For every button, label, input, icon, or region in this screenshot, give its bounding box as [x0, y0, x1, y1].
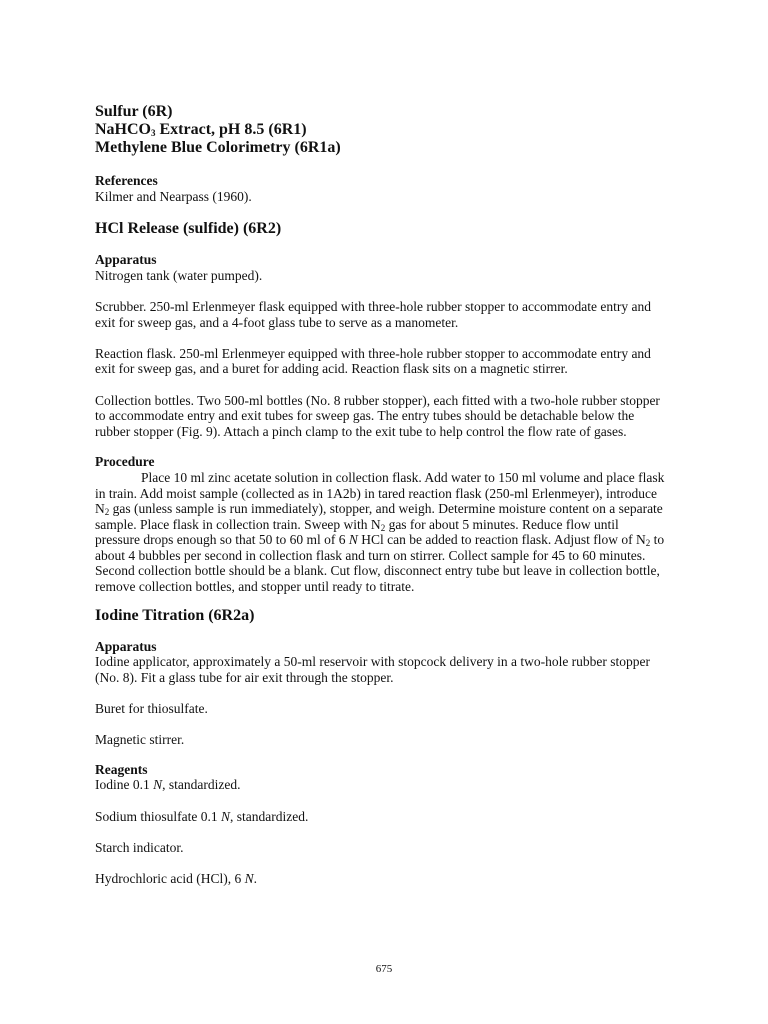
- procedure-heading: Procedure: [95, 454, 155, 470]
- apparatus-heading-iodine: Apparatus: [95, 638, 157, 654]
- hcl-release-heading: HCl Release (sulfide) (6R2): [95, 220, 282, 238]
- iodine-applicator-text: Iodine applicator, approximately a 50-ml reservoir with stopcock delivery in a two-hole rubber stopper (No. 8). Fit a glass tube for air exit through the stopper.: [95, 654, 651, 685]
- title-methylene-blue: Methylene Blue Colorimetry (6R1a): [95, 139, 341, 156]
- title-block: [95, 103, 665, 157]
- collection-bottles-text: Collection bottles. Two 500-ml bottles (No. 8 rubber stopper), each fitted with a two-hole rubber stopper to accommodate entry and exit tubes for sweep gas. The entry tubes should be detachable below the rubber stopper (Fig. 9). Attach a pinch clamp to the exit tube to help control the flow rate of gases.: [95, 392, 660, 439]
- nitrogen-tank-text: Nitrogen tank (water pumped).: [95, 267, 263, 283]
- references-heading: References: [95, 173, 158, 188]
- references-text: Kilmer and Nearpass (1960).: [95, 188, 252, 204]
- procedure-text: Place 10 ml zinc acetate solution in collection flask. Add water to 150 ml volume and place flask in train. Add moist sample (collected as in 1A2b) in tared reaction flask (250-ml Erlenmeyer), introduce $N_2$ gas (unless sample is run immediately), stopper, and weigh. Determine moisture content on a separate sample. Place flask in collection train. Sweep with $N_2$ gas for about 5 minutes. Reduce flow until pressure drops enough so that 50 to 60 ml of 6 N HCl can be added to reaction flask. Adjust flow of $N_2$ to about 4 bubbles per second in collection flask and turn on stirrer. Collect sample for 45 to 60 minutes. Second collection bottle should be a blank. Cut flow, disconnect entry tube but leave in collection bottle, remove collection bottles, and stopper until ready to titrate.: [95, 469, 665, 595]
- reaction-flask-text: Reaction flask. 250-ml Erlenmeyer equipped with three-hole rubber stopper to accommodate entry and exit for sweep gas, and a buret for adding acid. Reaction flask sits on a magnetic stirrer.: [95, 345, 651, 377]
- page-number: 675: [375, 963, 393, 975]
- document-page: [95, 103, 665, 887]
- reagent-sodium-thiosulfate: Sodium thiosulfate 0.1 N, standardized.: [95, 808, 309, 824]
- magnetic-stirrer-text: Magnetic stirrer.: [95, 732, 185, 748]
- scrubber-text: Scrubber. 250-ml Erlenmeyer flask equipped with three-hole rubber stopper to accommodate entry and exit for sweep gas, and a 4-foot glass tube to serve as a manometer.: [95, 298, 651, 330]
- reagent-hcl: Hydrochloric acid (HCl), 6 N.: [95, 870, 257, 886]
- iodine-titration-heading: Iodine Titration (6R2a): [95, 606, 255, 624]
- apparatus-heading-hcl: Apparatus: [95, 252, 157, 268]
- reagent-iodine: Iodine 0.1 N, standardized.: [95, 777, 241, 793]
- title-sulfur: Sulfur (6R): [95, 103, 173, 120]
- title-nahco3: NaHCO$_3$ Extract, pH 8.5 (6R1): [95, 121, 307, 138]
- reagent-starch: Starch indicator.: [95, 839, 184, 855]
- buret-text: Buret for thiosulfate.: [95, 701, 208, 717]
- reagents-heading: Reagents: [95, 761, 148, 777]
